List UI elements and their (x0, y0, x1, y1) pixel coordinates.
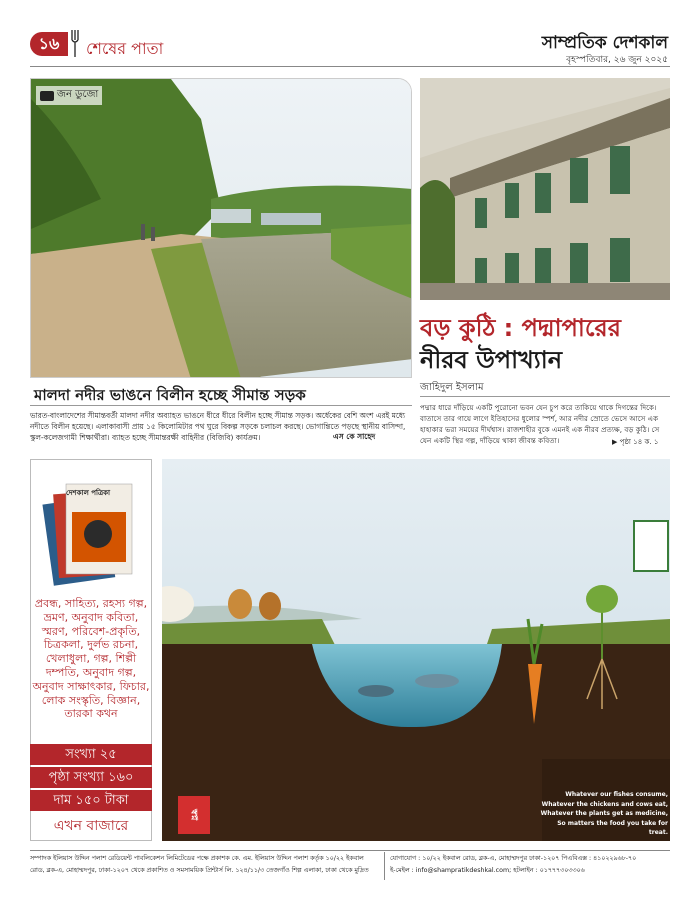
food-ad-copy (540, 790, 668, 838)
photo-credit-text: জন ডুজো (57, 89, 99, 100)
story2-body: পদ্মার ধারে দাঁড়িয়ে একটি পুরোনো ভবন যেন চুপ করে তাকিয়ে থাকে দিগন্তের দিকে। বাতাসে তার গায়ে লাগে ইতিহাসের ধুলোর স্পর্শ, আর নদীর স্রোতে ভেসে আসে এক হাহাকার ভরা সময়ের দীর্ঘশ্বাস। রাজশাহীর বুকে এমনই এক নীরব প্রত্যক্ষ, বড় কুঠি। সে যেন একটি স্থির গল্প, দাঁড়িয়ে থাকা জীবন্ত কবিতা। (420, 403, 660, 445)
masthead: সাম্প্রতিক দেশকাল (541, 33, 668, 53)
magazine-topics: প্রবন্ধ, সাহিত্য, রহস্য গল্প, ভ্রমণ, অনুবাদ কবিতা, স্মরণ, পরিবেশ-প্রকৃতি, চিত্রকলা, দুর্লভ রচনা, খেলাধুলা, গল্প, শিল্পী দম্পতি, অনুবাদ গল্প, অনুবাদ সাক্ষাৎকার, ফিচার, লোক সংস্কৃতি, বিজ্ঞান, তারকা কথন (32, 597, 150, 721)
footer-rule (30, 850, 670, 851)
magazine-issue: সংখ্যা ২৫ (30, 744, 152, 765)
brand-logo: স্বপ্ন (178, 796, 210, 834)
ad-line: So matters the food you take for treat. (557, 819, 668, 836)
page-number: ১৬ (30, 32, 68, 56)
magazine-availability: এখন বাজারে (53, 818, 129, 834)
story1-headline[interactable]: মালদা নদীর ভাঙনে বিলীন হচ্ছে সীমান্ত সড়ক (34, 386, 306, 404)
header-rule (30, 66, 670, 67)
section-title: শেষের পাতা (86, 39, 164, 58)
story1-body: ভারত-বাংলাদেশের সীমান্তবর্তী মালদা নদীর অব্যাহত ভাঙনে ধীরে ধীরে বিলীন হচ্ছে সীমান্ত সড়ক। অর্ধেকের বেশি অংশ এরই মধ্যে নদীতে বিলীন হয়েছে। এলাকাবাসী প্রায় ১৫ কিলোমিটার পথ ঘুরে বিকল্প সড়কে চলাচল করছে। ভোগান্তিতে পড়ছে স্থানীয় বাসিন্দা, স্কুল-কলেজগামী শিক্ষার্থীরা। ব্যাহত হচ্ছে সীমান্তরক্ষী বাহিনীর (বিজিবি) কার্যক্রম। (30, 411, 406, 442)
divider (30, 405, 412, 406)
imprint: সম্পাদক ইলিয়াস উদ্দিন পলাশ রেডিয়েন্ট পাবলিকেশন লিমিটেডের পক্ষে প্রকাশক কে. এম. ইলিয়াস উদ্দিন পলাশ কর্তৃক ১০/২২ ইকবাল রোড, ব্লক-এ, মোহাম্মদপুর, ঢাকা-১২০৭ থেকে প্রকাশিত ও সমসাময়িক প্রিন্টার্স লি. ১২৪/১১/৩ তেজগাঁও শিল্প এলাকা, ঢাকা থেকে মুদ্রিত (30, 855, 369, 874)
contact-info (390, 853, 674, 877)
magazine-pages: পৃষ্ঠা সংখ্যা ১৬০ (30, 767, 152, 788)
address-line: যোগাযোগ : ১০/২২ ইকবাল রোড, ব্লক-এ, মোহাম্মদপুর ঢাকা-১২০৭ পিএবিএক্স : ৪১০২২৯৬৮-৭০ (390, 855, 637, 862)
ad-line: Whatever our fishes consume, (565, 791, 668, 798)
story1-byline: এস কে সাহেদ (333, 432, 376, 441)
fork-icon (70, 28, 80, 58)
magazine-cover-title: দেশকাল পত্রিকা (66, 489, 111, 497)
story2-author: জাহিদুল ইসলাম (420, 382, 484, 393)
dateline: বৃহস্পতিবার, ২৬ জুন ২০২৫ (566, 55, 668, 65)
ad-line: Whatever the plants get as medicine, (540, 810, 668, 817)
footer-separator (384, 852, 385, 880)
photo-credit (36, 86, 102, 105)
magazine-price: দাম ১৫০ টাকা (30, 790, 152, 811)
story2-headline-part2[interactable]: নীরব উপাখ্যান (420, 346, 563, 374)
story2-continued-text: পৃষ্ঠা ১৪ ক. ১ (619, 438, 659, 446)
divider (420, 396, 670, 397)
email-line[interactable]: ই-মেইল : info@shampratikdeshkal.com; হটলাইন : ০১৭৭৭৩০৩৩০৬ (390, 867, 585, 874)
story2-headline-part1[interactable]: বড় কুঠি : পদ্মাপারের (420, 314, 621, 342)
river-road-photo (30, 78, 412, 378)
food-ad-image (162, 459, 670, 841)
story2-continued[interactable]: ▶ পৃষ্ঠা ১৪ ক. ১ (612, 438, 659, 446)
old-building-photo (420, 78, 670, 300)
camera-icon (40, 91, 54, 101)
ad-line: Whatever the chickens and cows eat, (541, 800, 668, 808)
